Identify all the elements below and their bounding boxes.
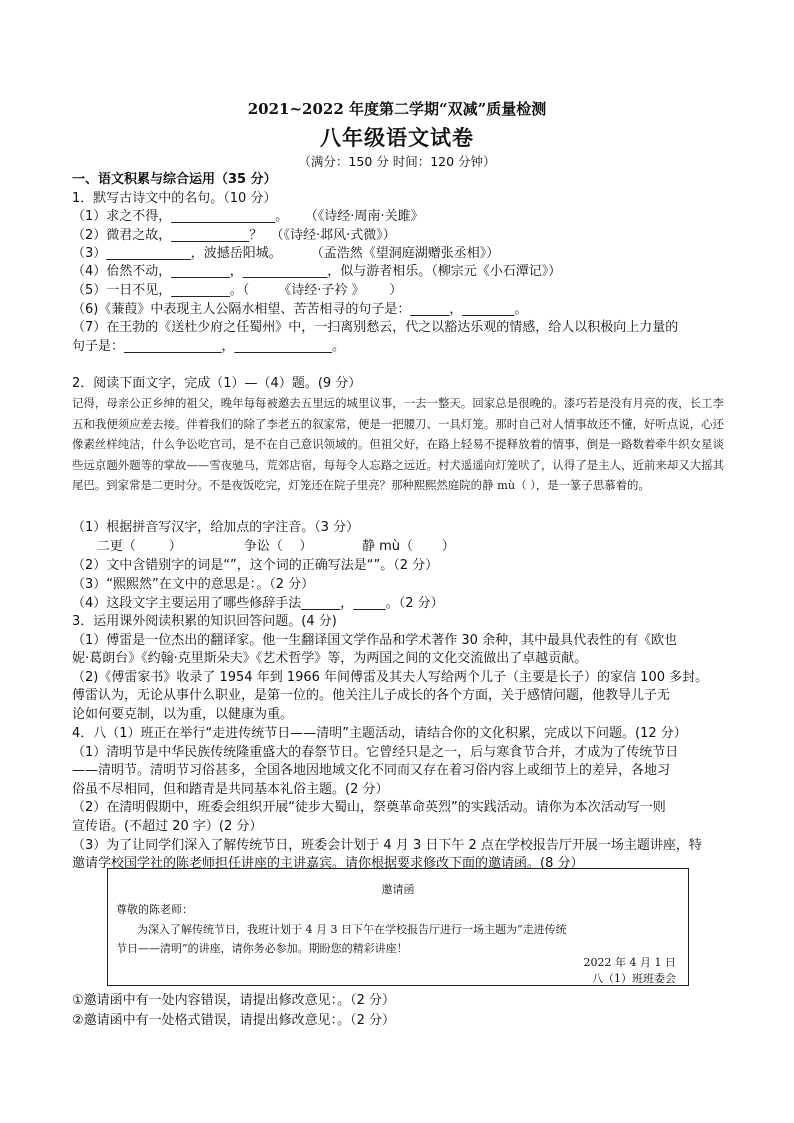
- question-4-heading: 4．八（1）班正在举行“走进传统节日——清明”主题活动，请结合你的文化积累，完成以下问题。(12 分）: [72, 726, 687, 741]
- exam-header-line: 2021~2022 年度第二学期“双减”质量检测: [247, 100, 547, 118]
- question-3-item-1-cont: 妮·葛朗台》《约翰·克里斯朵夫》《艺术哲学》等，为两国之间的文化交流做出了卓越贡献。: [72, 651, 588, 666]
- question-2-item-3: （3）“熙熙然”在文中的意思是：。（2 分）: [72, 577, 315, 592]
- invitation-date: 2022 年 4 月 1 日: [583, 956, 676, 969]
- section-heading: 一、语文积累与综合运用（35 分）: [72, 172, 277, 187]
- question-4-item-1: （1）清明节是中华民族传统隆重盛大的春祭节日。它曾经只是之一，后与寒食节合并，才成为了传统节日: [72, 745, 679, 760]
- question-2-item-1-blanks: 二更（ ） 争讼（ ） 静 mù（ ）: [72, 539, 455, 554]
- question-2-item-4: （4）这段文字主要运用了哪些修辞手法______，_____。（2 分）: [72, 596, 444, 611]
- question-1-item-6: （6)《蒹葭》中表现主人公隔水相望、苦苦相寻的句子是：______，________。: [72, 302, 528, 317]
- question-4-item-2-cont: 宣传语。(不超过 20 字）(2 分）: [72, 819, 263, 834]
- exam-meta: （满分：150 分 时间：120 分钟）: [298, 154, 496, 169]
- question-1-item-5: （5）一日不见，_________。（ 《诗经·子衿 》 ）: [72, 283, 403, 298]
- question-1-item-4: （4）佁然不动，_________，_____________，似与游者相乐。（柳宗元《小石潭记》）: [72, 264, 562, 279]
- question-1-item-1: （1）求之不得，________________。 （《诗经·周南·关雎》: [72, 209, 424, 224]
- question-3-item-2-cont2: 论如何要克制，以为重，以健康为重。: [72, 707, 294, 722]
- question-3-heading: 3．运用课外阅读积累的知识回答问题。(4 分): [72, 614, 337, 629]
- invitation-sender: 八（1）班班委会: [592, 972, 676, 985]
- invitation-greeting: 尊敬的陈老师：: [116, 903, 193, 916]
- question-2-item-2: （2）文中含错别字的词是“”，这个词的正确写法是“”。（2 分）: [72, 558, 439, 573]
- question-1-item-3: （3）_____________，波撼岳阳城。 （孟浩然《望洞庭湖赠张丞相》）: [72, 246, 500, 261]
- question-2-item-1: （1）根据拼音写汉字，给加点的字注音。（3 分）: [72, 520, 360, 535]
- question-4-sub-2: ②邀请函中有一处格式错误，请提出修改意见：。（2 分）: [72, 1013, 396, 1028]
- question-3-item-1: （1）傅雷是一位杰出的翻译家。他一生翻译国文学作品和学术著作 30 余种，其中最具代表性的有《欧也: [72, 633, 678, 648]
- question-4-item-3: （3）为了让同学们深入了解传统节日，班委会计划于 4 月 3 日下午 2 点在学校报告厅开展一场主题讲座，特: [72, 838, 702, 853]
- invitation-title: 邀请函: [381, 883, 415, 896]
- question-3-item-2: （2)《傅雷家书》收录了 1954 年到 1966 年间傅雷及其夫人写给两个儿子（主要是长子）的家信 100 多封。: [72, 670, 709, 685]
- question-1-item-7: （7）在王勃的《送杜少府之任蜀州》中，一扫离别愁云，代之以豁达乐观的情感，给人以积极向上力量的: [72, 320, 679, 335]
- question-1-item-2: （2）微君之故，____________？ （《诗经·邶风·式微》）: [72, 228, 396, 243]
- question-4-item-2: （2）在清明假期中，班委会组织开展“徒步大蜀山，祭奠革命英烈”的实践活动。请你为本次活动写一则: [72, 800, 666, 815]
- question-2-heading: 2．阅读下面文字，完成（1）—（4）题。(9 分）: [72, 376, 362, 391]
- reading-passage: 记得，母亲公正乡绅的祖父，晚年每每被邀去五里远的城里议事，一去一整天。回家总是很晚的。漆巧若是没有月亮的夜，长工李五和我便须应差去接。伴着我们的除了李老五的叙家常，便是一把腰刀、一具灯笼。那时自己对人情事故还不懂，好听点说，心还像素丝样纯洁，什么争讼吃官司，是不在自己意识领域的。但祖父好，在路上轻易不提释放着的情事，倒是一路数着牵牛织女星谈些远京题外题等的掌故——雪夜驰马，荒郊店宿，每每令人忘路之远近。村犬遥遥向灯笼吠了，认得了是主人，近前来却又大摇其尾巴。到家常是二更时分。不是夜饭吃完，灯笼还在院子里亮？那种熙熙然庭院的静 mù（ ），是一篆子思慕着的。: [72, 396, 724, 492]
- exam-title: 八年级语文试卷: [320, 125, 474, 150]
- question-1-heading: 1．默写古诗文中的名句。（10 分）: [72, 191, 277, 206]
- question-4-item-1-cont2: 俗虽不尽相同，但和踏青是共同基本礼俗主题。(2 分）: [72, 782, 389, 797]
- question-4-item-3-cont: 邀请学校国学社的陈老师担任讲座的主讲嘉宾。请你根据要求修改下面的邀请函。(8 分）: [72, 856, 584, 871]
- invitation-letter-box: [107, 868, 689, 986]
- invitation-body-line-1: 为深入了解传统节日，我班计划于 4 月 3 日下午在学校报告厅进行一场主题为“走进传统: [116, 923, 567, 936]
- question-3-item-2-cont: 傅雷认为，无论从事什么职业，是第一位的。他关注儿子成长的各个方面，关于感情问题，他教导儿子无: [72, 688, 671, 703]
- question-4-item-1-cont: ——清明节。清明节习俗甚多，全国各地因地域文化不同而又存在着习俗内容上或细节上的差异，各地习: [72, 763, 671, 778]
- question-4-sub-1: ①邀请函中有一处内容错误，请提出修改意见：。（2 分）: [72, 993, 396, 1008]
- invitation-body-line-2: 节日——清明”的讲座，请你务必参加。期盼您的精彩讲座！: [116, 942, 408, 955]
- question-1-item-7-cont: 句子是：_______________，_______________。: [72, 339, 346, 354]
